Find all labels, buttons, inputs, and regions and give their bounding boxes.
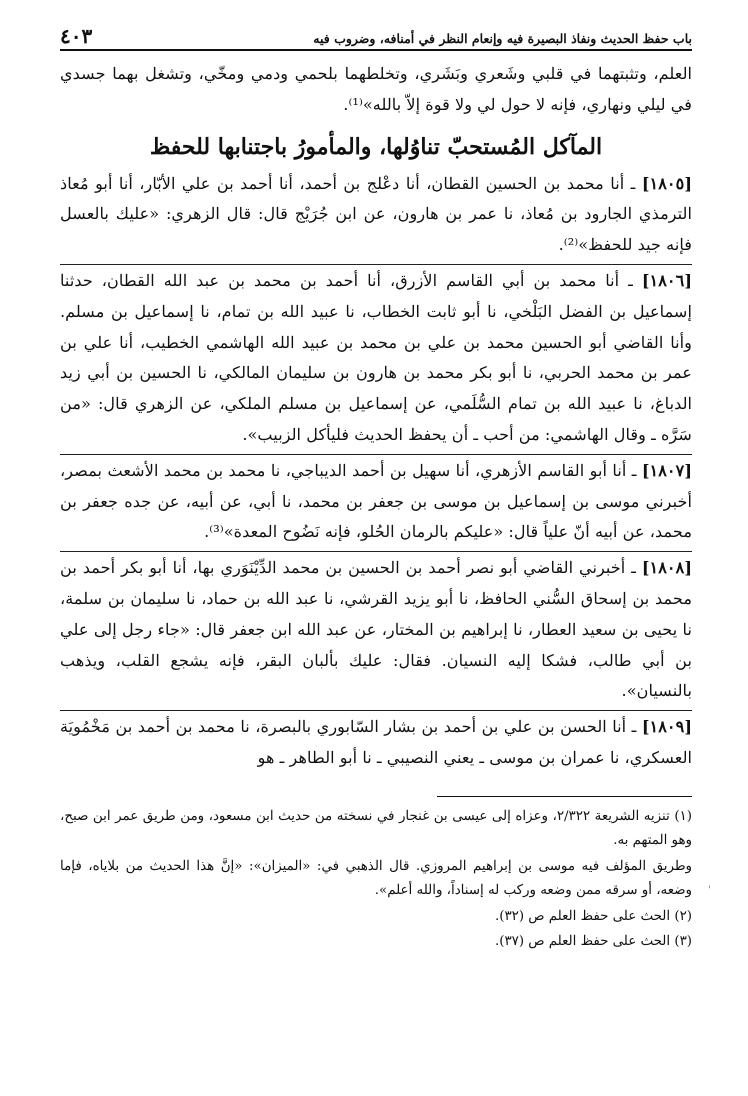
book-page xyxy=(60,22,692,956)
hadith-list xyxy=(60,168,692,774)
running-title: باب حفظ الحديث ونفاذ البصيرة فيه وإنعام النظر في أمنافه، وضروب فيه xyxy=(313,31,692,46)
gutter-mark: ' xyxy=(708,885,711,896)
hadith-text: ـ أنا محمد بن الحسين القطان، أنا دعْلج بن أحمد، أنا أحمد بن علي الأبّار، أنا أبو مُعاذ الترمذي الجارود بن مُعاذ، نا عمر بن هارون، عن ابن جُرَيْج قال: قال الزهري: «عليك بالعسل فإنه جيد للحفظ»⁽²⁾. xyxy=(60,173,692,255)
hadith-paragraph xyxy=(60,551,692,707)
footnote: وطريق المؤلف فيه موسى بن إبراهيم المروزي. قال الذهبي في: «الميزان»: «إنَّ هذا الحديث من بلاياه، فإما وضعه، أو سرقه ممن وضعه وركب له إسناداً، والله أعلم». xyxy=(60,858,692,899)
hadith-paragraph xyxy=(60,168,692,261)
hadith-number: [١٨٠٦] xyxy=(641,270,692,290)
hadith-text: ـ أنا محمد بن أبي القاسم الأزرق، أنا أحمد بن محمد بن عبد الله القطان، حدثنا إسماعيل بن الفضل البَلْخي، نا أبو ثابت الخطاب، نا عبيد الله بن تمام، نا إسماعيل بن مسلم. وأنا القاضي أبو الحسين محمد بن علي بن محمد بن عبيد الله الهاشمي الخطيب، أنا علي بن عمر بن محمد الحربي، نا أبو بكر محمد بن هارون بن سليمان المالكي، نا الحسين بن أبي زيد الدباغ، نا عبيد الله بن تمام السُّلَمي، عن إسماعيل بن مسلم الملكي، عن الزهري قال: «من سَرَّه ـ وقال الهاشمي: من أحب ـ أن يحفظ الحديث فليأكل الزبيب». xyxy=(60,270,692,444)
hadith-number: [١٨٠٥] xyxy=(641,173,692,193)
hadith-text: ـ أنا أبو القاسم الأزهري، أنا سهيل بن أحمد الديباجي، نا محمد بن محمد الأشعث بمصر، أخبرني موسى بن إسماعيل بن موسى بن جعفر بن محمد، نا أبي، عن أبيه، عن جده جعفر بن محمد، عن أبيه أنّ علياً قال: «عليكم بالرمان الحُلو، فإنه نَضُوح المعدة»⁽³⁾. xyxy=(60,460,692,542)
section-heading: المآكل المُستحبّ تناوُلها، والمأمورُ باجتنابها للحفظ xyxy=(149,133,603,160)
hadith-paragraph xyxy=(60,710,692,774)
footnote: (٢) الحث على حفظ العلم ص (٣٢). xyxy=(494,908,692,924)
hadith-paragraph xyxy=(60,264,692,451)
footnotes xyxy=(60,805,692,955)
hadith-text: ـ أخبرني القاضي أبو نصر أحمد بن الحسين بن محمد الدِّيْنَوَري بها، أنا أبو بكر أحمد بن محمد بن إسحاق السُّني الحافظ، نا أبو يزيد القرشي، نا عبد الله بن حماد، نا سليمان بن سلمة، نا يحيى بن سعيد العطار، نا إبراهيم بن المختار، عن عبد الله ابن جعفر قال: «جاء رجل إلى علي بن أبي طالب، فشكا إليه النسيان. فقال: عليك بألبان البقر، فإنه يشجع القلب، ويذهب بالنسيان». xyxy=(60,558,692,701)
footnote-separator xyxy=(437,796,692,797)
hadith-number: [١٨٠٧] xyxy=(641,460,692,480)
page-header xyxy=(60,22,692,51)
hadith-number: [١٨٠٩] xyxy=(641,717,692,737)
hadith-text: ـ أنا الحسن بن علي بن أحمد بن بشار السّابوري بالبصرة، نا محمد بن أحمد بن مَخْمُويَة العسكري، نا عمران بن موسى ـ يعني النصيبي ـ نا أبو الطاهر ـ هو xyxy=(60,717,692,767)
hadith-number: [١٨٠٨] xyxy=(641,558,692,578)
footnote: (١) تنزيه الشريعة ٢/٣٢٢، وعزاه إلى عيسى بن غنجار في نسخته من حديث ابن مسعود، ومن طريق عمر ابن صبح، وهو المتهم به. xyxy=(60,808,692,849)
hadith-paragraph xyxy=(60,454,692,548)
intro-paragraph: العلم، وتثبتهما في قلبي وشَعري وبَشَري، وتخلطهما بلحمي ودمي ومخّي، وتشغل بهما جسدي في ليلي ونهاري، فإنه لا حول لي ولا قوة إلاّ بالله»⁽¹⁾. xyxy=(60,64,692,114)
footnote: (٣) الحث على حفظ العلم ص (٣٧). xyxy=(494,934,692,950)
page-number: ٤٠٣ xyxy=(60,24,93,48)
